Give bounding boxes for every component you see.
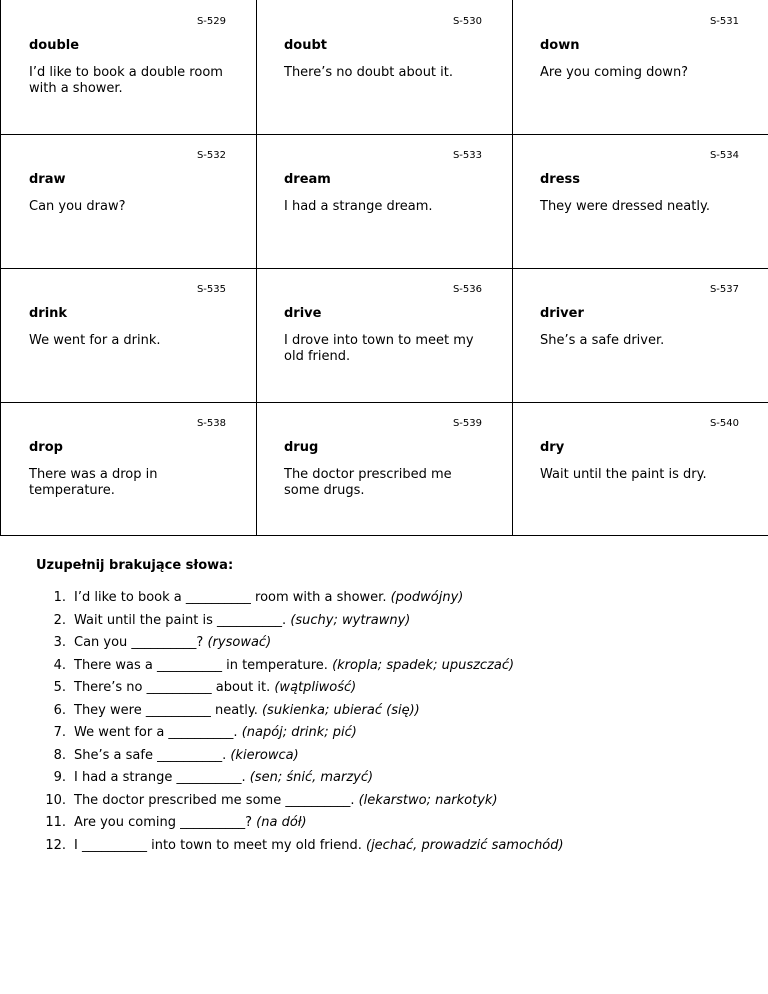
exercise-item xyxy=(0,770,768,793)
vocab-card xyxy=(512,402,768,536)
item-sentence: They were __________ neatly. xyxy=(74,702,258,718)
card-sentence: I had a strange dream. xyxy=(284,199,433,214)
card-code: S-539 xyxy=(452,418,482,429)
card-word: drink xyxy=(29,306,68,321)
card-sentence: There was a drop in temperature. xyxy=(29,467,158,498)
exercise-item xyxy=(0,793,768,816)
item-sentence: The doctor prescribed me some __________. xyxy=(74,792,355,808)
card-sentence: Are you coming down? xyxy=(540,65,689,80)
item-sentence: I __________ into town to meet my old friend. xyxy=(74,837,362,853)
vocab-card xyxy=(0,402,257,536)
card-sentence: We went for a drink. xyxy=(29,333,161,348)
card-code: S-538 xyxy=(196,418,226,429)
card-sentence: I drove into town to meet my old friend. xyxy=(284,333,474,364)
item-sentence: There’s no __________ about it. xyxy=(74,680,271,695)
item-hint: (kropla; spadek; upuszczać) xyxy=(332,657,515,673)
vocab-card xyxy=(256,402,513,536)
card-code: S-531 xyxy=(709,16,739,27)
card-code: S-529 xyxy=(196,16,226,27)
item-number: 11. xyxy=(45,815,66,830)
vocab-card xyxy=(256,134,513,269)
item-sentence: I had a strange __________. xyxy=(74,770,246,785)
card-code: S-532 xyxy=(196,150,226,161)
item-hint: (suchy; wytrawny) xyxy=(290,612,411,628)
exercise-item xyxy=(0,815,768,838)
vocab-card xyxy=(512,268,768,403)
vocab-card xyxy=(256,0,513,135)
item-number: 1. xyxy=(53,590,66,605)
item-number: 5. xyxy=(53,680,66,695)
item-number: 3. xyxy=(53,635,66,650)
exercise-item xyxy=(0,635,768,658)
item-number: 7. xyxy=(53,725,66,740)
card-word: drop xyxy=(29,440,63,455)
item-hint: (wątpliwość) xyxy=(274,680,357,695)
card-code: S-535 xyxy=(196,284,226,295)
vocab-card xyxy=(512,134,768,269)
card-word: dress xyxy=(540,172,581,187)
item-sentence: Can you __________? xyxy=(74,635,204,650)
item-sentence: Wait until the paint is __________. xyxy=(74,612,287,628)
card-sentence: They were dressed neatly. xyxy=(540,199,710,214)
exercise-item xyxy=(0,590,768,613)
item-number: 8. xyxy=(53,747,66,763)
item-hint: (na dół) xyxy=(256,815,307,830)
item-number: 6. xyxy=(53,702,66,718)
card-sentence: She’s a safe driver. xyxy=(540,333,665,348)
card-word: double xyxy=(29,38,80,53)
exercise-item xyxy=(0,703,768,726)
card-code: S-530 xyxy=(452,16,482,27)
card-sentence: Wait until the paint is dry. xyxy=(540,467,707,482)
item-sentence: I’d like to book a __________ room with a shower. xyxy=(74,590,387,605)
item-hint: (kierowca) xyxy=(230,747,299,763)
exercise-item xyxy=(0,613,768,636)
card-word: dream xyxy=(284,172,331,187)
item-sentence: We went for a __________. xyxy=(74,725,238,740)
card-sentence: I’d like to book a double room with a shower. xyxy=(29,65,223,96)
card-word: driver xyxy=(540,306,584,321)
vocab-card xyxy=(0,134,257,269)
item-hint: (rysować) xyxy=(207,635,272,650)
card-sentence: The doctor prescribed me some drugs. xyxy=(284,467,452,498)
card-word: draw xyxy=(29,172,66,187)
vocab-card xyxy=(0,0,257,135)
item-sentence: She’s a safe __________. xyxy=(74,747,227,763)
exercise-item xyxy=(0,838,768,861)
vocab-card xyxy=(0,268,257,403)
item-number: 10. xyxy=(45,792,66,808)
card-word: dry xyxy=(540,440,565,455)
item-hint: (podwójny) xyxy=(390,590,464,605)
card-code: S-537 xyxy=(709,284,739,295)
item-hint: (jechać, prowadzić samochód) xyxy=(366,837,564,853)
item-number: 9. xyxy=(53,770,66,785)
card-word: down xyxy=(540,38,580,53)
item-number: 12. xyxy=(45,837,66,853)
card-code: S-534 xyxy=(709,150,739,161)
exercise-item xyxy=(0,680,768,703)
exercise-title: Uzupełnij brakujące słowa: xyxy=(36,558,234,573)
exercise-list xyxy=(0,590,768,860)
item-number: 2. xyxy=(53,612,66,628)
card-sentence: There’s no doubt about it. xyxy=(284,65,454,80)
item-hint: (sen; śnić, marzyć) xyxy=(249,770,374,785)
card-code: S-533 xyxy=(452,150,482,161)
card-word: drug xyxy=(284,440,319,455)
item-hint: (napój; drink; pić) xyxy=(241,725,357,740)
item-hint: (lekarstwo; narkotyk) xyxy=(358,792,498,808)
card-code: S-540 xyxy=(709,418,739,429)
card-sentence: Can you draw? xyxy=(29,199,126,214)
item-sentence: Are you coming __________? xyxy=(74,815,253,830)
item-hint: (sukienka; ubierać (się)) xyxy=(261,702,420,718)
exercise-item xyxy=(0,725,768,748)
card-word: doubt xyxy=(284,38,328,53)
vocab-card xyxy=(256,268,513,403)
card-code: S-536 xyxy=(452,284,482,295)
exercise-item xyxy=(0,748,768,771)
exercise-item xyxy=(0,658,768,681)
item-sentence: There was a __________ in temperature. xyxy=(74,657,328,673)
vocab-card xyxy=(512,0,768,135)
item-number: 4. xyxy=(53,657,66,673)
card-word: drive xyxy=(284,306,322,321)
